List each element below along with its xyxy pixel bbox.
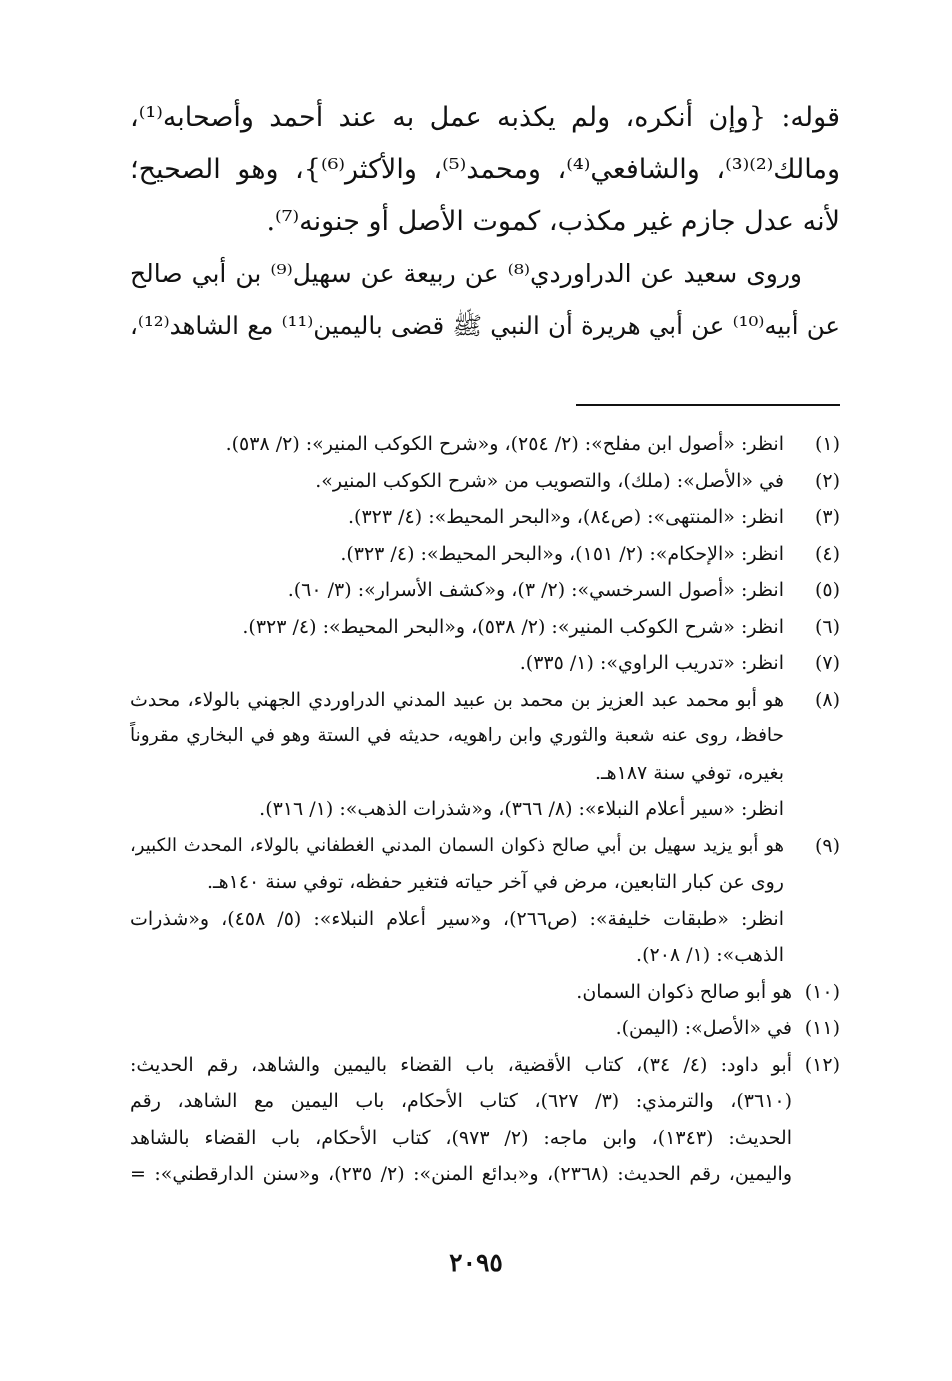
footnote-number: (٩): [814, 834, 840, 857]
footnote-separator: [576, 404, 840, 406]
footnote: [130, 1010, 840, 1047]
footnote: [130, 974, 840, 1011]
footnote-line: (٣٦١٠)، والترمذي: (٣/ ٦٢٧)، كتاب الأحكام، باب اليمين مع الشاهد، رقم: [130, 1090, 792, 1112]
main-text-line: وروى سعيد عن الدراوردي⁽⁸⁾ عن ربيعة عن سهيل⁽⁹⁾ بن أبي صالح: [130, 259, 802, 288]
main-text-line: ومالك⁽²⁾⁽³⁾، والشافعي⁽⁴⁾، ومحمد⁽⁵⁾، والأكثر⁽⁶⁾}، وهو الصحيح؛: [130, 154, 840, 185]
footnote: [130, 609, 840, 646]
footnote-number: (٧): [814, 652, 840, 674]
footnote: [130, 828, 840, 974]
footnote-line: أبو داود: (٤/ ٣٤)، كتاب الأقضية، باب القضاء باليمين والشاهد، رقم الحديث:: [130, 1053, 793, 1076]
footnote-line: انظر: «الإحكام»: (٢/ ١٥١)، و«البحر المحيط»: (٤/ ٣٢٣).: [340, 542, 784, 565]
footnote-line: انظر: «تدريب الراوي»: (١/ ٣٣٥).: [519, 652, 784, 674]
footnote-line: الذهب»: (١/ ٢٠٨).: [636, 944, 784, 966]
footnotes: [130, 426, 840, 1193]
page-number: ٢٠٩٥: [449, 1248, 503, 1277]
footnote-number: (١١): [804, 1017, 840, 1039]
footnote-number: (٢): [814, 469, 840, 492]
main-text-line: قوله: {وإن أنكره، ولم يكذبه عمل به عند أحمد وأصحابه⁽¹⁾،: [130, 102, 840, 133]
footnote: [130, 572, 840, 609]
footnote-line: هو أبو صالح ذكوان السمان.: [576, 980, 792, 1003]
footnote: [130, 536, 840, 573]
main-text-line: عن أبيه⁽¹⁰⁾ عن أبي هريرة أن النبي ﷺ قضى باليمين⁽¹¹⁾ مع الشاهد⁽¹²⁾،: [130, 311, 840, 340]
footnote-line: انظر: «شرح الكوكب المنير»: (٢/ ٥٣٨)، و«البحر المحيط»: (٤/ ٣٢٣).: [242, 615, 784, 638]
footnote-number: (٦): [814, 615, 840, 638]
footnote: [130, 499, 840, 536]
footnote-line: في «الأصل»: (اليمن).: [615, 1017, 792, 1039]
footnote-line: انظر: «سير أعلام النبلاء»: (٨/ ٣٦٦)، و«شذرات الذهب»: (١/ ٣١٦).: [259, 798, 784, 820]
footnote-line: انظر: «طبقات خليفة»: (ص٢٦٦)، و«سير أعلام النبلاء»: (٥/ ٤٥٨)، و«شذرات: [130, 907, 784, 930]
footnote-line: انظر: «المنتهى»: (ص٨٤)، و«البحر المحيط»: (٤/ ٣٢٣).: [348, 506, 784, 528]
footnote-number: (١٢): [804, 1053, 840, 1076]
main-text-line: لأنه عدل جازم غير مكذب، كموت الأصل أو جنونه⁽⁷⁾.: [266, 206, 840, 237]
main-text: [130, 92, 840, 352]
footnote-number: (٣): [814, 506, 840, 528]
footnote-line: بغيره، توفي سنة ١٨٧هـ.: [594, 761, 784, 784]
footnote-line: في «الأصل»: (ملك)، والتصويب من «شرح الكوكب المنير».: [315, 469, 784, 492]
footnote-number: (٨): [814, 688, 840, 711]
footnote: [130, 463, 840, 500]
footnote-line: انظر: «أصول السرخسي»: (٢/ ٣)، و«كشف الأسرار»: (٣/ ٦٠).: [287, 579, 784, 601]
footnote-line: حافظ، روى عنه شعبة والثوري وابن راهويه، حديثه في الستة وهو في البخاري مقروناً: [130, 725, 784, 746]
footnote-line: هو أبو يزيد سهيل بن أبي صالح ذكوان السمان المدني الغطفاني بالولاء، المحدث الكبير،: [130, 834, 784, 856]
footnote-number: (٤): [814, 542, 840, 565]
footnote-number: (٥): [814, 579, 840, 601]
footnote: [130, 682, 840, 828]
footnote-number: (١٠): [804, 980, 840, 1003]
footnote-line: روى عن كبار التابعين، مرض في آخر حياته فتغير حفظه، توفي سنة ١٤٠هـ.: [206, 871, 784, 893]
footnote-line: انظر: «أصول ابن مفلح»: (٢/ ٢٥٤)، و«شرح الكوكب المنير»: (٢/ ٥٣٨).: [225, 433, 784, 455]
footnote-line: هو أبو محمد عبد العزيز بن محمد بن عبيد المدني الدراوردي الجهني بالولاء، محدث: [130, 688, 784, 711]
footnote-number: (١): [814, 433, 840, 455]
footnote: [130, 1047, 840, 1193]
footnote-line: الحديث: (١٣٤٣)، وابن ماجه: (٢/ ٩٧٣)، كتاب الأحكام، باب القضاء بالشاهد: [130, 1126, 792, 1149]
footnote: [130, 426, 840, 463]
footnote: [130, 645, 840, 682]
footnote-line: واليمين، رقم الحديث: (٢٣٦٨)، و«بدائع المنن»: (٢/ ٢٣٥)، و«سنن الدارقطني»: =: [130, 1163, 792, 1185]
